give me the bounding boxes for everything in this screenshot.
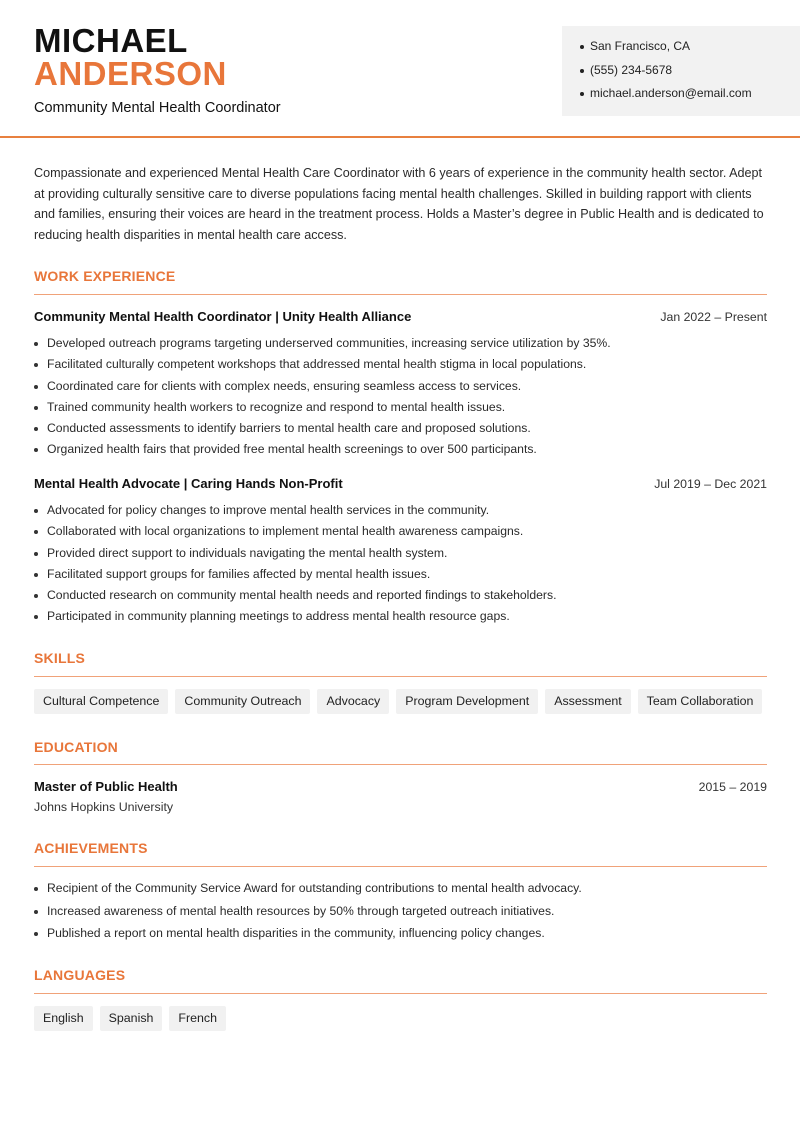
bullet-text: Developed outreach programs targeting underserved communities, increasing service utilization by 35%. — [47, 336, 611, 350]
bullet-icon — [34, 573, 38, 577]
list-item — [34, 608, 769, 629]
contact-phone — [580, 62, 800, 86]
job-bullets — [34, 335, 769, 463]
job-bullets — [34, 502, 769, 630]
bullet-icon — [34, 594, 38, 598]
summary-paragraph: Compassionate and experienced Mental Health Care Coordinator with 6 years of experience in the community health sector. Adept at providing culturally sensitive care to diverse populations facing mental health challenges. Skilled in building rapport with clients and families, ensuring their voices are heard in the treatment process. Holds a Master’s degree in Public Health and is dedicated to reducing health disparities in mental health care access. — [34, 166, 764, 243]
bullet-icon — [580, 69, 584, 73]
skill-tag: Cultural Competence — [34, 689, 168, 714]
list-item — [34, 925, 769, 948]
language-tag: French — [169, 1006, 226, 1031]
bullet-text: Facilitated support groups for families affected by mental health issues. — [47, 566, 431, 581]
bullet-text: Participated in community planning meetings to address mental health resource gaps. — [47, 609, 510, 624]
section-divider — [34, 993, 767, 994]
skill-tag: Advocacy — [317, 689, 389, 714]
skill-tag: Team Collaboration — [638, 689, 763, 714]
bullet-text: Trained community health workers to recognize and respond to mental health issues. — [47, 399, 506, 414]
bullet-text: Advocated for policy changes to improve mental health services in the community. — [47, 503, 490, 517]
list-item — [34, 356, 769, 377]
section-title-skills: SKILLS — [34, 650, 85, 666]
section-divider — [34, 676, 767, 677]
list-item — [34, 335, 769, 356]
list-item — [34, 399, 769, 420]
section-title-achievements: ACHIEVEMENTS — [34, 840, 148, 856]
list-item — [34, 880, 769, 903]
education-header — [34, 779, 767, 794]
job-title: Mental Health Advocate | Caring Hands Non-Profit — [34, 476, 343, 491]
bullet-icon — [34, 363, 38, 367]
list-item — [34, 420, 769, 441]
section-divider — [34, 764, 767, 765]
bullet-icon — [34, 552, 38, 556]
school-name: Johns Hopkins University — [34, 800, 174, 814]
bullet-icon — [34, 342, 38, 346]
list-item — [34, 587, 769, 608]
bullet-icon — [34, 509, 38, 513]
bullet-text: Recipient of the Community Service Award for outstanding contributions to mental health advocacy. — [47, 881, 582, 895]
list-item — [34, 566, 769, 587]
email-text: michael.anderson@email.com — [590, 86, 752, 100]
bullet-icon — [580, 45, 584, 49]
phone-text: (555) 234-5678 — [590, 62, 673, 77]
first-name: MICHAEL — [34, 22, 188, 59]
section-title-work: WORK EXPERIENCE — [34, 268, 176, 284]
achievements-list — [34, 880, 769, 948]
bullet-text: Facilitated culturally competent workshops that addressed mental health stigma in local populations. — [47, 357, 587, 372]
section-title-languages: LANGUAGES — [34, 967, 126, 983]
languages-list — [34, 1006, 226, 1031]
bullet-text: Organized health fairs that provided free mental health screenings to over 500 participants. — [47, 442, 537, 457]
language-tag: English — [34, 1006, 93, 1031]
job-title: Community Mental Health Coordinator — [34, 100, 281, 116]
bullet-icon — [34, 385, 38, 389]
list-item — [34, 441, 769, 462]
bullet-icon — [34, 427, 38, 431]
bullet-icon — [34, 448, 38, 452]
bullet-icon — [580, 92, 584, 96]
bullet-icon — [34, 932, 38, 936]
bullet-icon — [34, 406, 38, 410]
bullet-icon — [34, 887, 38, 891]
skills-list — [34, 689, 762, 714]
bullet-text: Collaborated with local organizations to implement mental health awareness campaigns. — [47, 524, 524, 539]
list-item — [34, 502, 769, 523]
bullet-text: Increased awareness of mental health resources by 50% through targeted outreach initiatives. — [47, 903, 555, 918]
contact-location — [580, 38, 800, 62]
contact-email — [580, 85, 800, 109]
bullet-icon — [34, 530, 38, 534]
bullet-text: Coordinated care for clients with complex needs, ensuring seamless access to services. — [47, 378, 522, 393]
bullet-text: Published a report on mental health disparities in the community, influencing policy changes. — [47, 926, 545, 940]
bullet-text: Provided direct support to individuals navigating the mental health system. — [47, 545, 448, 560]
job-dates: Jul 2019 – Dec 2021 — [654, 477, 767, 491]
bullet-text: Conducted assessments to identify barriers to mental health care and proposed solutions. — [47, 421, 531, 436]
degree-title: Master of Public Health — [34, 779, 178, 794]
education-dates: 2015 – 2019 — [698, 780, 767, 794]
list-item — [34, 545, 769, 566]
list-item — [34, 903, 769, 926]
skill-tag: Program Development — [396, 689, 538, 714]
section-divider — [34, 866, 767, 867]
list-item — [34, 523, 769, 544]
job-header — [34, 309, 767, 324]
location-text: San Francisco, CA — [590, 39, 691, 53]
section-divider — [34, 294, 767, 295]
skill-tag: Assessment — [545, 689, 630, 714]
section-title-education: EDUCATION — [34, 739, 118, 755]
list-item — [34, 378, 769, 399]
language-tag: Spanish — [100, 1006, 163, 1031]
job-title: Community Mental Health Coordinator | Unity Health Alliance — [34, 309, 412, 324]
bullet-icon — [34, 910, 38, 914]
job-header — [34, 476, 767, 491]
bullet-icon — [34, 615, 38, 619]
resume-header — [0, 0, 800, 138]
last-name: ANDERSON — [34, 55, 227, 92]
contact-box — [562, 26, 800, 116]
job-dates: Jan 2022 – Present — [660, 310, 767, 324]
skill-tag: Community Outreach — [175, 689, 310, 714]
bullet-text: Conducted research on community mental health needs and reported findings to stakeholders. — [47, 588, 557, 603]
